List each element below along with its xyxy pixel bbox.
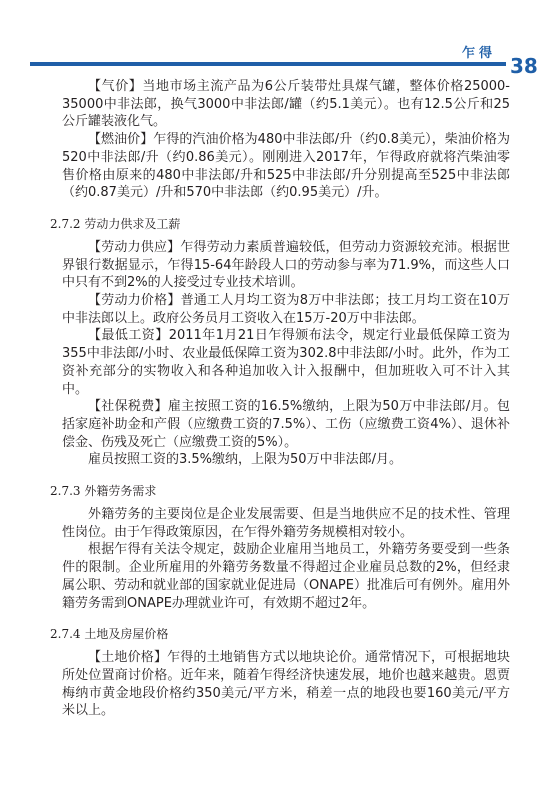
section-heading-foreign-labor: 2.7.3 外籍劳务需求 xyxy=(50,484,157,499)
paragraph-labor-supply: 【劳动力供应】乍得劳动力素质普遍较低，但劳动力资源较充沛。根据世界银行数据显示，乍得15-64年龄段人口的劳动参与率为71.9%，而这些人口中只有不到2%的人接受过专业技术培训。 xyxy=(62,239,510,291)
paragraph-foreign-labor-rules: 根据乍得有关法令规定，鼓励企业雇用当地员工，外籍劳务要受到一些条件的限制。企业所雇用的外籍劳务数量不得超过企业雇员总数的2%，但经隶属公职、劳动和就业部的国家就业促进局（ONAPE）批准后可有例外。雇用外籍劳务需到ONAPE办理就业许可，有效期不超过2年。 xyxy=(62,542,510,611)
paragraph-labor-price: 【劳动力价格】普通工人月均工资为8万中非法郎；技工月均工资在10万中非法郎以上。政府公务员月工资收入在15万-20万中非法郎。 xyxy=(62,293,510,326)
paragraph-foreign-labor-positions: 外籍劳务的主要岗位是企业发展需要、但是当地供应不足的技术性、管理性岗位。由于乍得政策原因，在乍得外籍劳务规模相对较小。 xyxy=(62,507,510,540)
paragraph-fuel-price: 【燃油价】乍得的汽油价格为480中非法郎/升（约0.8美元），柴油价格为520中非法郎/升（约0.86美元）。刚刚进入2017年，乍得政府就将汽柴油零售价格由原来的480中非法郎/升和525中非法郎/升分别提高至525中非法郎（约0.87美元）/升和570中非法郎（约0.95美元）/升。 xyxy=(62,132,510,201)
paragraph-land-price: 【土地价格】乍得的土地销售方式以地块论价。通常情况下，可根据地块所处位置商讨价格。近年来，随着乍得经济快速发展，地价也越来越贵。恩贾梅纳市黄金地段价格约350美元/平方米，稍差一点的地段也要160美元/平方米以上。 xyxy=(62,650,510,719)
section-heading-labor: 2.7.2 劳动力供求及工薪 xyxy=(50,216,181,231)
paragraph-minimum-wage: 【最低工资】2011年1月21日乍得颁布法令，规定行业最低保障工资为355中非法郎/小时、农业最低保障工资为302.8中非法郎/小时。此外，作为工资补充部分的实物收入和各种追加收入计入报酬中，但加班收入可不计入其中。 xyxy=(62,328,510,397)
section-heading-land-prices: 2.7.4 土地及房屋价格 xyxy=(50,627,169,642)
page-body xyxy=(50,78,510,720)
paragraph-social-security: 【社保税费】雇主按照工资的16.5%缴纳，上限为50万中非法郎/月。包括家庭补助金和产假（应缴费工资的7.5%）、工伤（应缴费工资4%）、退休补偿金、伤残及死亡（应缴费工资的5%）。 xyxy=(62,399,510,450)
header-rule xyxy=(30,62,506,66)
page-number: 38 xyxy=(510,54,538,78)
paragraph-gas-price: 【气价】当地市场主流产品为6公斤装带灶具煤气罐，整体价格25000-35000中非法郎，换气3000中非法郎/罐（约5.1美元）。也有12.5公斤和25公斤罐装液化气。 xyxy=(62,79,510,130)
running-header-title: 乍得 xyxy=(462,46,497,61)
paragraph-employee-contribution: 雇员按照工资的3.5%缴纳，上限为50万中非法郎/月。 xyxy=(88,452,402,468)
